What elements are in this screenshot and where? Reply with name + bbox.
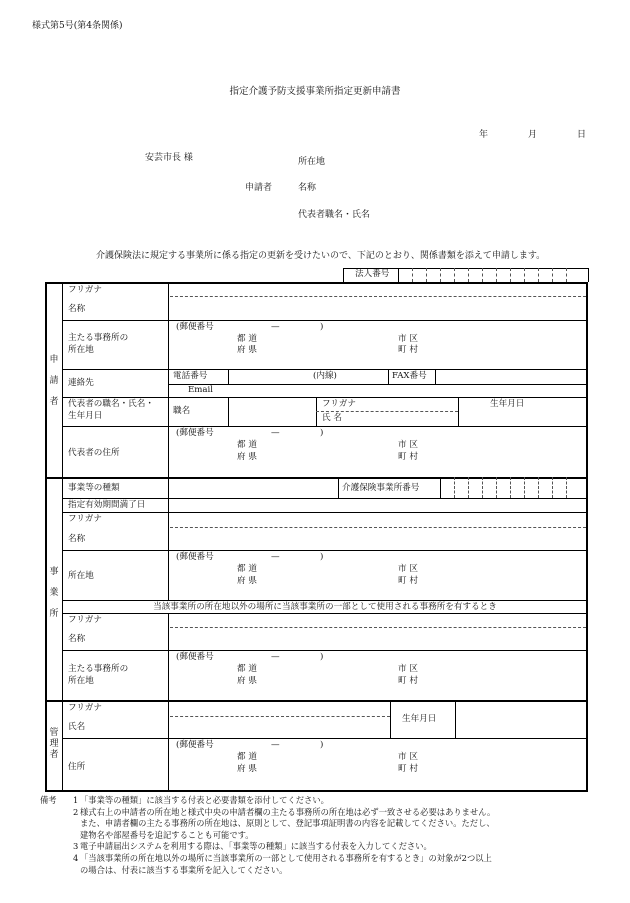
postal-paren: ): [320, 322, 324, 332]
branch-to-do: 都 道: [237, 664, 257, 674]
manager-to-do: 都 道: [237, 752, 257, 762]
branch-cho-son: 町 村: [398, 676, 418, 686]
rep-label-2: 生年月日: [68, 411, 103, 421]
note-1-num: 1: [73, 795, 79, 805]
postal-dash: —: [271, 322, 280, 332]
form-number: 様式第5号(第4条関係): [32, 21, 123, 31]
note-4-line-2: の場合は、付表に該当する事業所を記入してください。: [80, 864, 288, 875]
shi-ku-label: 市 区: [398, 334, 418, 344]
to-do-label: 都 道: [237, 334, 257, 344]
email-label: Email: [188, 385, 214, 395]
rep-fu-ken: 府 県: [237, 452, 257, 462]
date-year: 年: [479, 130, 489, 140]
office-furigana-label: フリガナ: [68, 514, 102, 524]
note-2-line-3: 建物名や部屋番号を追記することも可能です。: [80, 829, 254, 840]
tel-label: 電話番号: [173, 371, 208, 381]
manager-name-label: 氏名: [68, 722, 86, 732]
note-1-line-1: 「事業等の種類」に該当する付表と必要書類を添付してください。: [80, 795, 329, 805]
branch-name-label: 名称: [68, 634, 86, 644]
fu-ken-label: 府 県: [237, 345, 257, 355]
section-applicant-label: [47, 350, 61, 413]
office-postal-dash: —: [271, 552, 280, 562]
rep-full-name-label: 氏 名: [322, 413, 342, 423]
rep-address-label: 代表者の住所: [68, 448, 120, 458]
corp-number-label: 法人番号: [355, 269, 390, 279]
notes-label: 備考: [40, 795, 57, 805]
job-title-label: 職名: [173, 406, 191, 416]
branch-postal-paren: ): [320, 652, 324, 662]
postal-label: (郵便番号: [176, 322, 214, 332]
office-location-label: 所在地: [68, 571, 94, 581]
branch-office-label-2: 所在地: [68, 676, 94, 686]
addressee: 安芸市長 様: [145, 153, 193, 163]
note-4-num: 4: [73, 852, 79, 863]
office-to-do: 都 道: [237, 564, 257, 574]
branch-postal-dash: —: [271, 652, 280, 662]
rep-shi-ku: 市 区: [398, 440, 418, 450]
applicant-rep-label: 代表者職名・氏名: [298, 210, 371, 220]
rep-postal-dash: —: [271, 428, 280, 438]
branch-office-label-1: 主たる事務所の: [68, 664, 129, 674]
office-postal-paren: ): [320, 552, 324, 562]
applicant-name-label: 名称: [68, 304, 86, 314]
other-place-caption: 当該事業所の所在地以外の場所に当該事業所の一部として使用される事務所を有するとき: [153, 602, 497, 612]
office-name-label: 名称: [68, 534, 86, 544]
notes: [40, 795, 495, 876]
section-office-text: 事業所: [49, 567, 59, 619]
note-2-num: 2: [73, 806, 79, 817]
expiry-label: 指定有効期間満了日: [68, 500, 146, 510]
branch-shi-ku: 市 区: [398, 664, 418, 674]
rep-postal-label: (郵便番号: [176, 428, 214, 438]
cho-son-label: 町 村: [398, 345, 418, 355]
note-3-num: 3: [73, 841, 79, 852]
contact-label: 連絡先: [68, 378, 94, 388]
biz-type-label: 事業等の種類: [68, 483, 120, 493]
branch-fu-ken: 府 県: [237, 676, 257, 686]
note-2-line-2: また、申請者欄の主たる事務所の所在地は、原則として、登記事項証明書の内容を記載してください。ただし、: [80, 818, 495, 829]
office-postal-label: (郵便番号: [176, 552, 214, 562]
applicant-name-label: 名称: [298, 183, 317, 193]
branch-furigana-label: フリガナ: [68, 615, 102, 625]
main-office-label-1: 主たる事務所の: [68, 333, 129, 343]
note-4-line-1: 「当該事業所の所在地以外の場所に当該事業所の一部として使用される事務所を有するとき」の対象が2つ以上: [80, 852, 492, 863]
section-applicant-text: 申請者: [49, 355, 59, 407]
manager-fu-ken: 府 県: [237, 764, 257, 774]
rep-postal-paren: ): [320, 428, 324, 438]
office-fu-ken: 府 県: [237, 576, 257, 586]
manager-shi-ku: 市 区: [398, 752, 418, 762]
rep-to-do: 都 道: [237, 440, 257, 450]
rep-label-1: 代表者の職名・氏名・: [68, 399, 154, 409]
manager-postal-dash: —: [271, 740, 280, 750]
care-number-label: 介護保険事業所番号: [342, 483, 420, 493]
branch-postal-label: (郵便番号: [176, 652, 214, 662]
date-day: 日: [577, 130, 587, 140]
statement: 介護保険法に規定する事業所に係る指定の更新を受けたいので、下記のとおり、関係書類を添えて申請します。: [96, 251, 546, 261]
manager-postal-paren: ): [320, 740, 324, 750]
applicant-furigana-label: フリガナ: [68, 285, 102, 295]
date-month: 月: [528, 130, 538, 140]
fax-label: FAX番号: [392, 371, 427, 381]
rep-birth-label: 生年月日: [490, 399, 525, 409]
section-manager-text: 管理者: [49, 728, 59, 760]
main-office-label-2: 所在地: [68, 345, 94, 355]
manager-cho-son: 町 村: [398, 764, 418, 774]
ext-label: (内線): [313, 371, 337, 381]
manager-address-label: 住所: [68, 762, 86, 772]
manager-postal-label: (郵便番号: [176, 740, 214, 750]
office-cho-son: 町 村: [398, 576, 418, 586]
note-3-line-1: 電子申請届出システムを利用する際は、「事業等の種類」に該当する付表を入力してください。: [80, 841, 432, 852]
page-title: 指定介護予防支援事業所指定更新申請書: [229, 86, 401, 97]
section-office-label: [47, 562, 61, 625]
rep-furigana-label: フリガナ: [322, 399, 356, 409]
applicant-label: 申請者: [245, 183, 273, 193]
note-2-line-1: 様式右上の申請者の所在地と様式中央の申請者欄の主たる事務所の所在地は必ず一致させる必要はありません。: [80, 806, 496, 817]
rep-cho-son: 町 村: [398, 452, 418, 462]
section-manager-label: [47, 728, 61, 761]
manager-birth-label: 生年月日: [402, 714, 437, 724]
applicant-location-label: 所在地: [298, 157, 326, 167]
office-shi-ku: 市 区: [398, 564, 418, 574]
manager-furigana-label: フリガナ: [68, 703, 102, 713]
